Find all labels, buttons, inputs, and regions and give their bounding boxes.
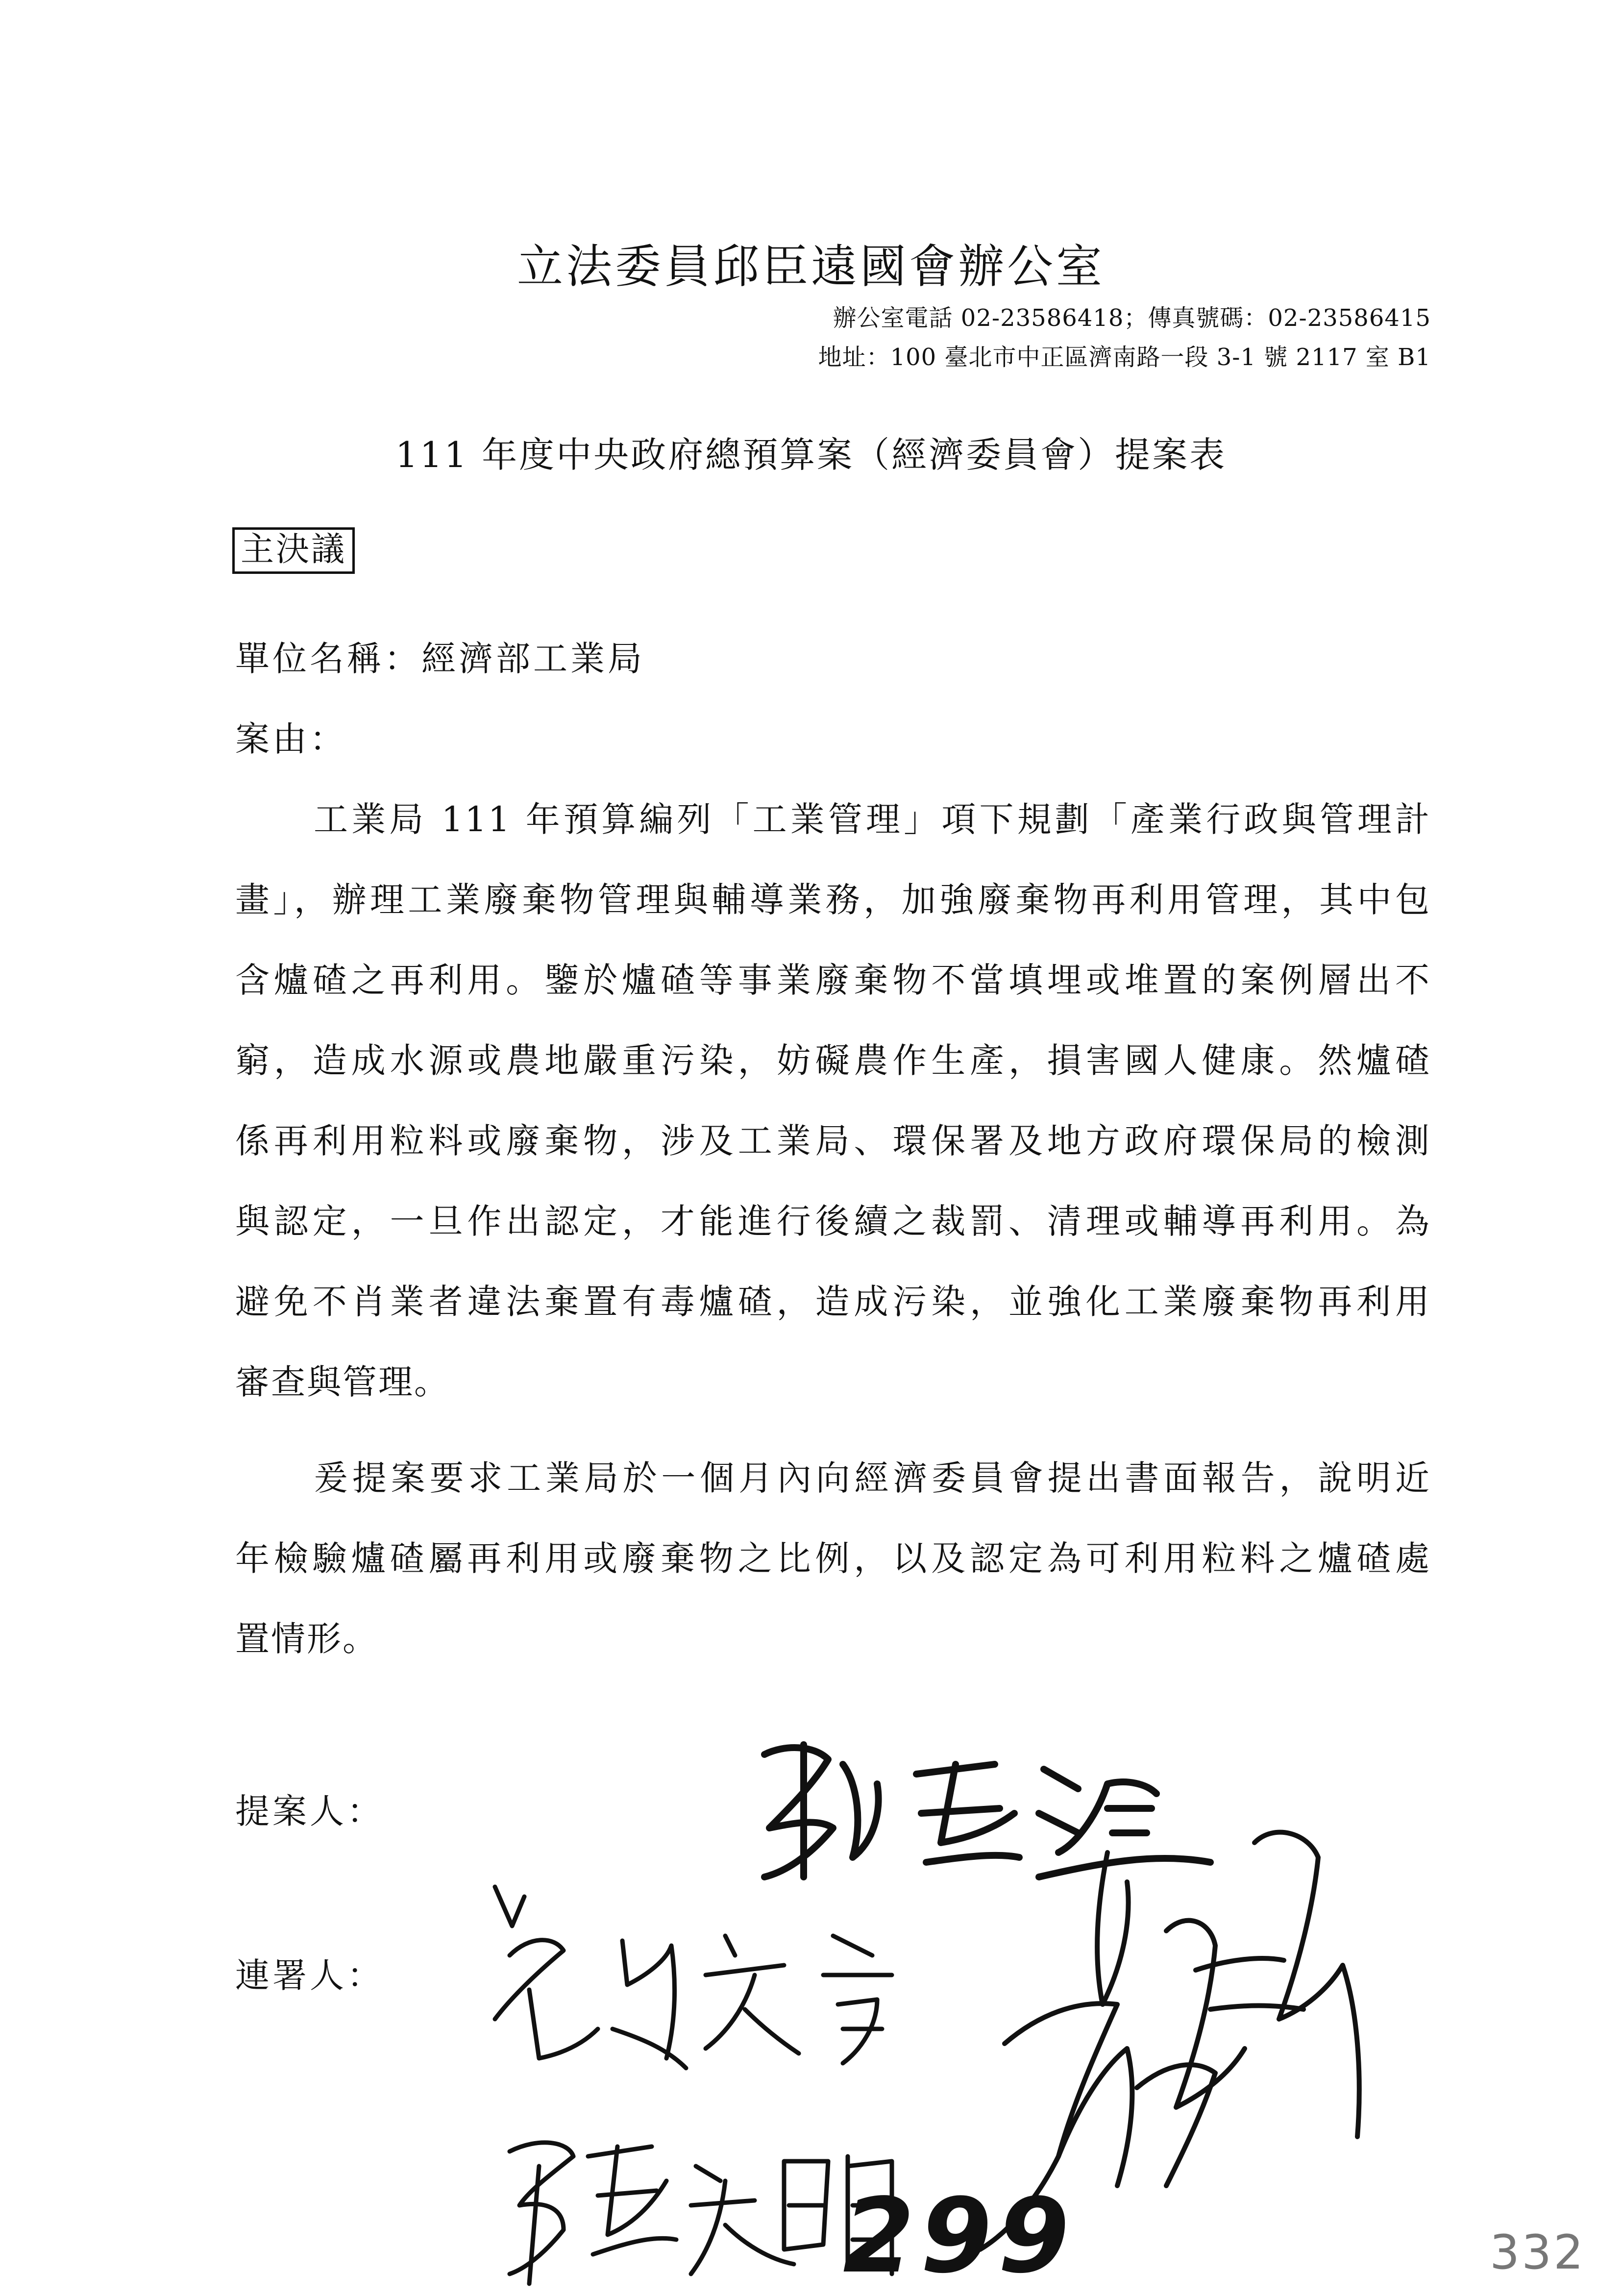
paragraph-1-line: 與認定，一旦作出認定，才能進行後續之裁罰、清理或輔導再利用。為 [235, 1201, 1431, 1241]
proposer-signature [764, 1745, 1210, 1877]
cosigner-signature [510, 2143, 892, 2284]
paragraph-1-line: 避免不肖業者違法棄置有毒爐碴，造成污染，並強化工業廢棄物再利用 [235, 1282, 1431, 1322]
cosigner-signature [495, 1887, 892, 2068]
paragraph-1-line: 工業局 111 年預算編列「工業管理」項下規劃「產業行政與管理計 [314, 799, 1431, 839]
paragraph-1-line: 審查與管理。 [235, 1362, 450, 1402]
proposer-label: 提案人： [235, 1791, 384, 1831]
paragraph-1-line: 含爐碴之再利用。鑒於爐碴等事業廢棄物不當填埋或堆置的案例層出不 [235, 960, 1431, 1000]
paragraph-1-line: 畫」，辦理工業廢棄物管理與輔導業務，加強廢棄物再利用管理，其中包 [235, 880, 1431, 920]
form-title: 111 年度中央政府總預算案（經濟委員會）提案表 [395, 434, 1227, 475]
unit-name: 單位名稱：經濟部工業局 [235, 639, 645, 679]
paragraph-2-line: 爰提案要求工業局於一個月內向經濟委員會提出書面報告，說明近 [314, 1458, 1431, 1498]
paragraph-2-line: 年檢驗爐碴屬再利用或廢棄物之比例，以及認定為可利用粒料之爐碴處 [235, 1538, 1431, 1579]
cosigner-label: 連署人： [235, 1955, 384, 1996]
office-title: 立法委員邱臣遠國會辦公室 [516, 240, 1105, 294]
office-phone-fax: 辦公室電話 02-23586418；傳真號碼：02-23586415 [833, 304, 1431, 332]
corner-page-number: 332 [1490, 2225, 1586, 2280]
paragraph-2-line: 置情形。 [235, 1619, 378, 1659]
reason-label: 案由： [235, 719, 347, 759]
paragraph-1-line: 窮，造成水源或農地嚴重污染，妨礙農作生產，損害國人健康。然爐碴 [235, 1040, 1431, 1081]
paragraph-1-line: 係再利用粒料或廢棄物，涉及工業局、環保署及地方政府環保局的檢測 [235, 1121, 1431, 1161]
office-address: 地址：100 臺北市中正區濟南路一段 3-1 號 2117 室 B1 [818, 344, 1431, 371]
page-number-handwritten: 299 [843, 2176, 1076, 2296]
resolution-type-badge: 主決議 [232, 527, 355, 574]
